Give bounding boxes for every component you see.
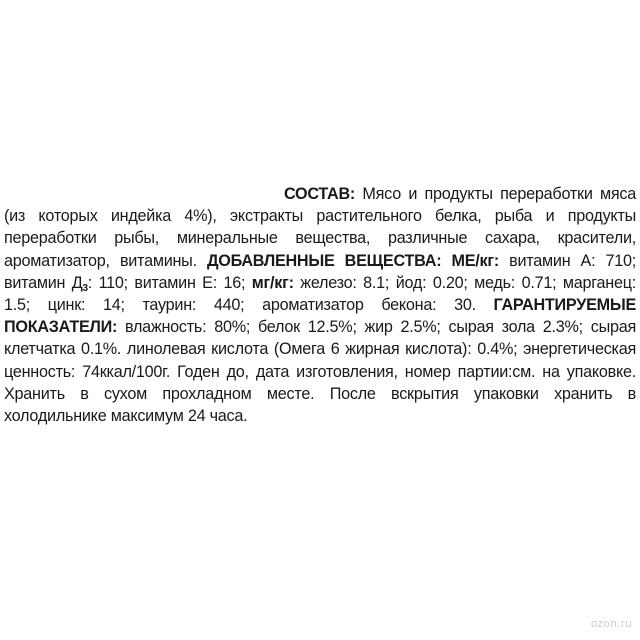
- additives-text-2: : 110; витамин Е: 16;: [87, 273, 252, 292]
- additives-text-3: железо: 8.1; йод: 0.20; медь: 0.71; марганец: 1.5; цинк: 14; таурин: 440; ароматизатор бекона: 30.: [4, 273, 636, 315]
- composition-text: Мясо и продукты переработки мяса (из которых индейка 4%), экстракты растительного белка, рыба и продукты переработки рыбы, минеральные вещества, различные сахара, красители, ароматизатор, витамины.: [4, 185, 636, 270]
- mgkg-label: мг/кг:: [251, 273, 294, 292]
- watermark: ozon.ru: [590, 617, 632, 630]
- vitamin-d3-subscript: 3: [82, 282, 88, 294]
- additives-text-1: витамин А: 710; витамин Д: [4, 251, 636, 292]
- guaranteed-label: ГАРАНТИРУЕМЫЕ ПОКАЗАТЕЛИ:: [4, 296, 636, 337]
- guaranteed-text: влажность: 80%; белок 12.5%; жир 2.5%; сырая зола 2.3%; сырая клетчатка 0.1%. линолевая кислота (Омега 6 жирная кислота): 0.4%; энергетическая ценность: 74ккал/100г. Годен до, дата изготовления, номер партии:см. на упаковке. Хранить в сухом прохладном месте. После вскрытия упаковки хранить в холодильнике максимум 24 часа.: [4, 318, 636, 426]
- composition-label: СОСТАВ:: [284, 185, 356, 203]
- additives-label: ДОБАВЛЕННЫЕ ВЕЩЕСТВА: МЕ/кг:: [206, 251, 499, 270]
- ingredients-paragraph: [4, 183, 636, 427]
